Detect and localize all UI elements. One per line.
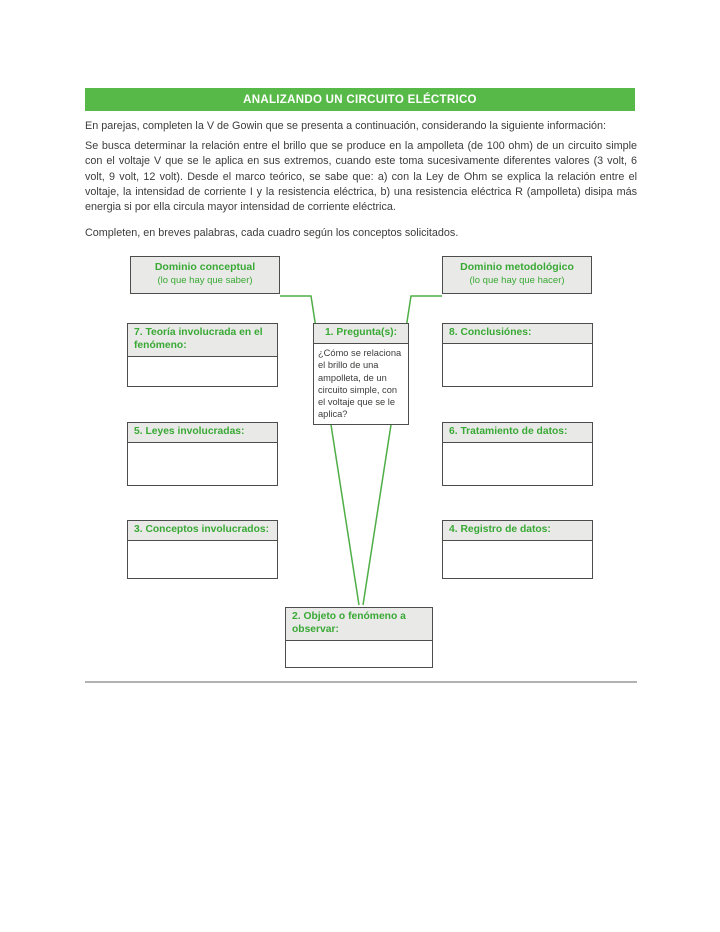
data-record-answer-area — [443, 541, 592, 578]
laws-box — [127, 422, 278, 486]
laws-box-label: 5. Leyes involucradas: — [128, 423, 277, 443]
observed-object-answer-area — [286, 641, 432, 667]
data-processing-answer-area — [443, 443, 592, 485]
conclusions-answer-area — [443, 344, 592, 386]
bottom-divider — [85, 681, 637, 683]
problem-description-paragraph: Se busca determinar la relación entre el brillo que se produce en la ampolleta (de 100 ohm) de un circuito simple con el voltaje V que se le aplica en sus extremos, cuando este toma sucesivamente diferentes valores (3 volt, 6 volt, 9 volt, 12 volt). Desde el marco teórico, se sabe que: a) con la Ley de Ohm se explica la relación entre el voltaje, la intensidad de corriente I y la resistencia eléctrica, b) una resistencia eléctrica R (ampolleta) disipa más energia si por ella circula mayor intensidad de corriente eléctrica. — [85, 140, 637, 214]
theory-box — [127, 323, 278, 387]
conclusions-box — [442, 323, 593, 387]
data-record-box — [442, 520, 593, 579]
data-processing-box-label: 6. Tratamiento de datos: — [443, 423, 592, 443]
title-banner — [85, 88, 635, 111]
conceptual-domain-title: Dominio conceptual — [154, 261, 256, 273]
data-record-box-label: 4. Registro de datos: — [443, 521, 592, 541]
completion-instruction: Completen, en breves palabras, cada cuadro según los conceptos solicitados. — [85, 227, 459, 239]
question-text: ¿Cómo se relaciona el brillo de una ampolleta, de un circuito simple, con el voltaje que se le aplica? — [314, 344, 408, 424]
data-processing-box — [442, 422, 593, 486]
conceptual-domain-box — [130, 256, 280, 294]
observed-object-box-label: 2. Objeto o fenómeno a observar: — [286, 608, 432, 641]
concepts-box-label: 3. Conceptos involucrados: — [128, 521, 277, 541]
conceptual-domain-subtitle: (lo que hay que saber) — [157, 274, 253, 286]
methodological-domain-subtitle: (lo que hay que hacer) — [469, 274, 565, 286]
gowin-v-diagram — [0, 250, 720, 690]
methodological-domain-box — [442, 256, 592, 294]
theory-answer-area — [128, 357, 277, 386]
page-title: ANALIZANDO UN CIRCUITO ELÉCTRICO — [243, 93, 477, 106]
observed-object-box — [285, 607, 433, 668]
theory-box-label: 7. Teoría involucrada en el fenómeno: — [128, 324, 277, 357]
laws-answer-area — [128, 443, 277, 485]
question-box-label: 1. Pregunta(s): — [314, 324, 408, 344]
concepts-answer-area — [128, 541, 277, 578]
conclusions-box-label: 8. Conclusiónes: — [443, 324, 592, 344]
intro-paragraph: En parejas, completen la V de Gowin que se presenta a continuación, considerando la siguiente información: — [85, 120, 606, 132]
methodological-domain-title: Dominio metodológico — [460, 261, 574, 273]
question-box — [313, 323, 409, 425]
concepts-box — [127, 520, 278, 579]
